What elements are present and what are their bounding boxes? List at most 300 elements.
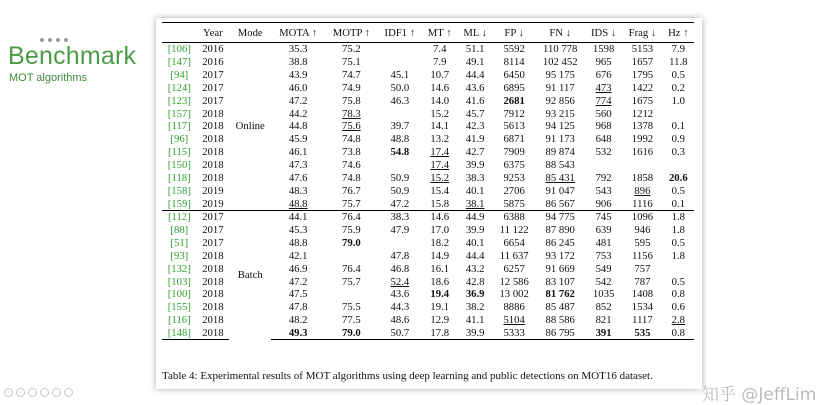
cell-ids: 852 (595, 301, 612, 314)
cell-ml: 41.1 (465, 314, 485, 327)
cell-frag: 1675 (631, 94, 654, 107)
cell-hz: 0.8 (671, 288, 685, 301)
cell-mt: 15.4 (430, 184, 450, 197)
cell-fp: 9253 (503, 171, 525, 184)
cell-mota: 48.3 (288, 184, 308, 197)
cell-ids: 792 (595, 171, 612, 184)
paper-excerpt (156, 18, 816, 405)
cell-fn: 81 762 (545, 288, 575, 301)
cell-motp: 77.5 (342, 314, 361, 327)
cell-frag: 1212 (631, 107, 654, 120)
cell-frag: 1795 (631, 69, 654, 82)
header-ids: IDS ↓ (590, 26, 617, 39)
cell-motp: 75.6 (342, 120, 361, 133)
cell-ml: 39.9 (465, 224, 485, 237)
cell-hz (663, 262, 694, 275)
cell-idf1: 50.0 (390, 81, 410, 94)
cell-fn: 86 795 (535, 327, 584, 340)
cell-mota: 46.1 (288, 146, 308, 159)
header-mt: MT ↑ (427, 26, 452, 39)
cell-ids: 543 (595, 184, 612, 197)
cell-ref[interactable]: [88] (170, 224, 189, 237)
cell-year: 2018 (202, 262, 224, 275)
cell-year: 2018 (197, 327, 229, 340)
cell-year: 2018 (202, 107, 224, 120)
cell-mt: 7.4 (433, 43, 447, 56)
cell-fn: 87 890 (545, 224, 575, 237)
cell-idf1: 50.7 (378, 327, 422, 340)
cell-motp: 74.6 (342, 159, 361, 172)
cell-ids: 906 (595, 197, 612, 210)
cell-motp: 75.2 (342, 43, 361, 56)
cell-motp: 73.8 (342, 146, 361, 159)
header-ml: ML ↓ (463, 26, 487, 39)
cell-ids: 1598 (592, 43, 615, 56)
cell-year: 2018 (202, 146, 224, 159)
cell-fn: 110 778 (543, 43, 578, 56)
cell-year: 2018 (202, 120, 224, 133)
cell-idf1: 50.9 (390, 171, 410, 184)
cell-ml: 43.6 (465, 81, 485, 94)
cell-mota: 47.6 (288, 171, 308, 184)
cell-fp: 11 637 (499, 249, 529, 262)
cell-ref[interactable]: [112] (162, 210, 197, 223)
cell-hz: 1.0 (671, 94, 685, 107)
cell-hz: 0.5 (671, 184, 685, 197)
cell-mt: 14.6 (430, 81, 450, 94)
cell-fn: 89 874 (545, 146, 575, 159)
slide-title: Benchmark (8, 42, 137, 70)
cell-motp (325, 250, 378, 263)
header-motp: MOTP ↑ (332, 26, 371, 39)
cell-ids: 1035 (592, 288, 615, 301)
cell-mt: 7.9 (433, 56, 447, 69)
cell-motp: 76.4 (325, 210, 378, 223)
header-fn: FN ↓ (549, 26, 572, 39)
cell-motp: 75.7 (342, 275, 361, 288)
cell-hz: 0.5 (671, 237, 685, 250)
cell-mota: 48.8 (288, 197, 308, 210)
cell-mota: 44.8 (288, 120, 308, 133)
cell-idf1: 46.8 (390, 262, 410, 275)
cell-year: 2018 (202, 314, 224, 327)
cell-hz: 0.9 (671, 133, 685, 146)
cell-motp: 74.8 (342, 171, 361, 184)
cell-idf1: 46.3 (390, 94, 410, 107)
cell-hz (663, 159, 694, 172)
cell-ml: 38.2 (465, 301, 485, 314)
cell-fp: 2706 (503, 184, 525, 197)
cell-ids: 753 (595, 249, 612, 262)
cell-idf1 (378, 159, 422, 172)
cell-ref[interactable]: [115] (167, 146, 191, 159)
cell-ml: 40.1 (465, 184, 485, 197)
cell-mt: 10.7 (430, 69, 450, 82)
cell-idf1: 50.9 (390, 184, 410, 197)
table-row (162, 210, 694, 223)
cell-fn: 95 175 (545, 69, 575, 82)
cell-hz: 1.8 (671, 224, 685, 237)
cell-idf1: 48.8 (390, 133, 410, 146)
table-header-row (162, 23, 694, 43)
cell-ml: 36.9 (465, 288, 485, 301)
cell-motp: 75.8 (342, 94, 361, 107)
pen-icon[interactable] (28, 388, 37, 397)
cell-hz: 1.8 (671, 249, 685, 262)
cell-mt: 18.2 (430, 237, 450, 250)
cell-frag: 1534 (631, 301, 654, 314)
cell-year: 2018 (202, 159, 224, 172)
cell-hz: 0.1 (671, 197, 685, 210)
cell-mt: 14.6 (422, 210, 458, 223)
cell-frag: 1408 (631, 288, 654, 301)
cell-frag: 787 (634, 275, 651, 288)
cell-mota: 46.0 (288, 81, 308, 94)
cell-mota: 48.8 (288, 237, 308, 250)
cell-mt: 14.9 (430, 249, 450, 262)
cell-frag: 1096 (622, 210, 662, 223)
cell-ref[interactable]: [132] (167, 262, 191, 275)
cell-idf1: 48.6 (390, 314, 410, 327)
cell-frag: 946 (634, 224, 651, 237)
cell-mt: 17.4 (430, 159, 450, 172)
cell-fp: 6450 (503, 69, 525, 82)
cell-fn: 83 107 (545, 275, 575, 288)
cell-idf1: 47.2 (390, 197, 410, 210)
cell-fp: 2681 (503, 94, 525, 107)
cell-ref[interactable]: [51] (170, 237, 189, 250)
cell-idf1: 45.1 (390, 69, 410, 82)
more-icon[interactable] (64, 388, 73, 397)
cell-mota: 35.3 (288, 43, 308, 56)
cell-hz: 2.8 (671, 314, 685, 327)
cell-fn: 86 245 (545, 237, 575, 250)
next-icon[interactable]: › (16, 388, 25, 397)
cell-ids: 968 (595, 120, 612, 133)
cell-motp: 78.3 (342, 107, 361, 120)
cell-idf1: 54.8 (390, 146, 410, 159)
cell-ref[interactable]: [148] (162, 327, 197, 340)
cell-fn: 93 172 (545, 249, 575, 262)
cell-ref[interactable]: [100] (167, 288, 191, 301)
cell-fp: 6654 (503, 237, 525, 250)
cell-frag: 5153 (631, 43, 654, 56)
cell-mota: 47.2 (288, 275, 308, 288)
cell-year: 2018 (202, 249, 224, 262)
cell-ref[interactable]: [118] (167, 171, 191, 184)
cell-frag: 1156 (631, 249, 653, 262)
cell-mota: 44.2 (288, 107, 308, 120)
cell-fn: 85 431 (545, 171, 575, 184)
cell-ref[interactable]: [158] (167, 184, 191, 197)
cell-mt: 17.8 (422, 327, 458, 340)
cell-year: 2016 (202, 56, 224, 69)
cell-ref[interactable]: [96] (170, 133, 189, 146)
cell-ml: 49.1 (465, 56, 485, 69)
cell-ml: 39.9 (465, 159, 485, 172)
cell-ref[interactable]: [117] (167, 120, 191, 133)
cell-year: 2017 (202, 81, 224, 94)
cell-ids: 481 (595, 237, 612, 250)
cell-hz: 0.5 (671, 69, 685, 82)
cell-mt: 19.4 (430, 288, 450, 301)
cell-mt: 14.1 (430, 120, 450, 133)
cell-hz: 0.2 (671, 81, 685, 94)
cell-ref[interactable]: [147] (167, 56, 191, 69)
cell-motp: 74.7 (342, 69, 361, 82)
cell-fp: 5333 (493, 327, 536, 340)
cell-mt: 14.0 (430, 94, 450, 107)
slide-subtitle: MOT algorithms (9, 72, 88, 84)
cell-ids: 542 (595, 275, 612, 288)
cell-mota: 42.1 (288, 249, 308, 262)
cell-motp: 75.1 (342, 56, 361, 69)
cell-ml: 44.4 (465, 249, 485, 262)
cell-ml: 38.3 (465, 171, 485, 184)
cell-fn: 85 487 (545, 301, 575, 314)
cell-mt: 12.9 (430, 314, 450, 327)
cell-hz: 0.8 (663, 327, 694, 340)
cell-hz: 0.1 (671, 120, 685, 133)
cell-ids: 391 (585, 327, 622, 340)
cell-fp: 7912 (503, 107, 525, 120)
cell-idf1 (378, 107, 422, 120)
menu-icon[interactable] (52, 388, 61, 397)
cell-mt: 17.0 (430, 224, 450, 237)
cell-hz: 20.6 (668, 171, 688, 184)
cell-ml: 40.1 (465, 237, 485, 250)
cell-hz: 0.5 (671, 275, 685, 288)
cell-frag: 595 (634, 237, 651, 250)
cell-ref[interactable]: [124] (167, 81, 191, 94)
cell-idf1 (378, 43, 422, 56)
header-ref (162, 23, 197, 43)
cell-mota: 44.1 (271, 210, 325, 223)
cell-mota: 38.8 (288, 56, 308, 69)
cell-motp: 74.8 (342, 133, 361, 146)
cell-ml: 38.1 (465, 197, 485, 210)
cell-frag (622, 159, 662, 172)
cell-fp: 5613 (503, 120, 525, 133)
cell-ref[interactable]: [155] (167, 301, 191, 314)
cell-fn: 91 117 (545, 81, 575, 94)
cell-motp (325, 288, 378, 301)
cell-ml: 43.2 (465, 262, 485, 275)
cell-ref[interactable]: [106] (167, 43, 191, 56)
cell-mt: 15.2 (430, 171, 450, 184)
cell-year: 2017 (202, 237, 224, 250)
cell-ref[interactable]: [93] (170, 249, 189, 262)
cell-ids: 821 (595, 314, 612, 327)
cell-idf1 (378, 56, 422, 69)
cell-ml: 41.6 (465, 94, 485, 107)
cell-frag: 1657 (631, 56, 654, 69)
cell-ref[interactable]: [157] (167, 107, 191, 120)
cell-mota: 47.2 (288, 94, 308, 107)
cell-ids: 648 (595, 133, 612, 146)
cell-mota: 46.9 (288, 262, 308, 275)
cell-ml: 45.7 (465, 107, 485, 120)
cell-motp: 79.0 (325, 327, 378, 340)
cell-fp: 6895 (503, 81, 525, 94)
cell-motp: 75.9 (342, 224, 361, 237)
cell-mota: 48.2 (288, 314, 308, 327)
cell-year: 2017 (202, 224, 224, 237)
cell-ml: 51.1 (465, 43, 485, 56)
cell-fp: 8886 (503, 301, 525, 314)
cell-hz: 1.8 (663, 210, 694, 223)
cell-year: 2018 (202, 133, 224, 146)
cell-fp: 7909 (503, 146, 525, 159)
cell-ml: 42.7 (465, 146, 485, 159)
table-caption: Table 4: Experimental results of MOT algorithms using deep learning and public detections on MOT16 dataset. (162, 370, 653, 382)
cell-frag: 1422 (631, 81, 654, 94)
mode-label: Online (235, 120, 265, 133)
cell-fn: 91 047 (545, 184, 575, 197)
cell-fp: 6257 (503, 262, 525, 275)
cell-frag: 1616 (631, 146, 654, 159)
cell-year: 2018 (202, 288, 224, 301)
cell-fp: 5104 (503, 314, 525, 327)
cell-ml: 44.4 (465, 69, 485, 82)
cell-ref[interactable]: [103] (167, 275, 191, 288)
cell-frag: 1116 (632, 197, 653, 210)
cell-ml: 42.8 (465, 275, 485, 288)
cell-year: 2016 (202, 43, 224, 56)
header-idf1: IDF1 ↑ (384, 26, 416, 39)
cell-hz: 0.6 (671, 301, 685, 314)
cell-frag: 896 (634, 184, 651, 197)
cell-motp: 76.7 (342, 184, 361, 197)
cell-idf1: 47.8 (390, 249, 410, 262)
prev-icon[interactable]: ‹ (4, 388, 13, 397)
cell-year: 2018 (202, 301, 224, 314)
cell-idf1: 44.3 (390, 301, 410, 314)
cell-fp: 12 586 (499, 275, 529, 288)
cell-mt: 15.8 (430, 197, 450, 210)
cell-mota: 45.9 (288, 133, 308, 146)
cell-motp: 75.5 (342, 301, 361, 314)
online-group (162, 43, 694, 211)
cell-idf1: 39.7 (390, 120, 410, 133)
cell-motp: 75.7 (342, 197, 361, 210)
cell-mt: 17.4 (430, 146, 450, 159)
cell-idf1: 38.3 (378, 210, 422, 223)
cell-idf1 (378, 237, 422, 250)
cell-fp: 5592 (503, 43, 525, 56)
cell-fp: 6375 (503, 159, 525, 172)
cell-ref[interactable]: [159] (167, 197, 191, 210)
cell-fp: 6871 (503, 133, 525, 146)
cell-fp: 13 002 (499, 288, 529, 301)
cell-year: 2017 (202, 69, 224, 82)
cell-fp: 6388 (493, 210, 536, 223)
zoom-icon[interactable] (40, 388, 49, 397)
cell-fn: 86 567 (545, 197, 575, 210)
cell-ml: 42.3 (465, 120, 485, 133)
header-fp: FP ↓ (504, 26, 524, 39)
cell-frag: 535 (622, 327, 662, 340)
batch-group (162, 210, 694, 339)
cell-fn: 94 775 (535, 210, 584, 223)
cell-year: 2019 (202, 197, 224, 210)
cell-ml: 41.9 (465, 133, 485, 146)
cell-year: 2017 (202, 94, 224, 107)
cell-fn: 88 586 (545, 314, 575, 327)
cell-ref[interactable]: [94] (170, 69, 189, 82)
cell-mota: 49.3 (271, 327, 325, 340)
cell-fn: 91 173 (545, 133, 575, 146)
cell-ml: 39.9 (458, 327, 493, 340)
header-year: Year (203, 26, 223, 39)
slide-toolbar (4, 388, 73, 397)
cell-fp: 5875 (503, 197, 525, 210)
cell-ids: 532 (595, 146, 612, 159)
cell-ids: 965 (595, 56, 612, 69)
table-row (162, 43, 694, 56)
cell-fn: 91 669 (545, 262, 575, 275)
cell-frag: 1378 (631, 120, 654, 133)
cell-idf1: 43.6 (390, 288, 410, 301)
cell-ids: 639 (595, 224, 612, 237)
cell-frag: 1858 (631, 171, 654, 184)
cell-mt: 16.1 (430, 262, 450, 275)
cell-idf1: 52.4 (390, 275, 410, 288)
cell-year: 2018 (202, 171, 224, 184)
cell-ids: 745 (585, 210, 622, 223)
cell-year: 2019 (202, 184, 224, 197)
cell-frag: 1117 (632, 314, 653, 327)
cell-mota: 43.9 (288, 69, 308, 82)
header-mode: Mode (237, 26, 263, 39)
cell-hz: 11.8 (669, 56, 688, 69)
cell-fp: 11 122 (499, 224, 529, 237)
cell-ref[interactable]: [150] (167, 159, 191, 172)
mode-label: Batch (229, 210, 271, 339)
cell-ref[interactable]: [116] (167, 314, 191, 327)
cell-hz: 7.9 (671, 43, 685, 56)
cell-fn: 92 856 (545, 94, 575, 107)
cell-motp: 79.0 (342, 237, 361, 250)
cell-mota: 47.5 (288, 288, 308, 301)
cell-mota: 47.8 (288, 301, 308, 314)
cell-year: 2018 (202, 275, 224, 288)
cell-hz: 0.3 (671, 146, 685, 159)
cell-ids: 774 (595, 94, 612, 107)
cell-ids: 549 (595, 262, 612, 275)
cell-mota: 47.3 (288, 159, 308, 172)
watermark: 知乎 @JeffLim (702, 385, 816, 405)
cell-frag: 757 (634, 262, 651, 275)
header-mota: MOTA ↑ (279, 26, 318, 39)
header-hz: Hz ↑ (668, 26, 689, 39)
cell-ref[interactable]: [123] (167, 94, 191, 107)
cell-ids: 560 (595, 107, 612, 120)
cell-idf1: 47.9 (390, 224, 410, 237)
cell-fn: 88 543 (545, 159, 575, 172)
cell-mt: 19.1 (430, 301, 450, 314)
cell-hz (663, 107, 694, 120)
cell-mt: 15.2 (430, 107, 450, 120)
cell-frag: 1992 (631, 133, 654, 146)
benchmark-table (162, 22, 694, 340)
header-frag: Frag ↓ (628, 26, 657, 39)
cell-ids (585, 159, 622, 172)
cell-motp: 76.4 (342, 262, 361, 275)
cell-mota: 45.3 (288, 224, 308, 237)
cell-mt: 18.6 (430, 275, 450, 288)
cell-fn: 93 215 (545, 107, 575, 120)
